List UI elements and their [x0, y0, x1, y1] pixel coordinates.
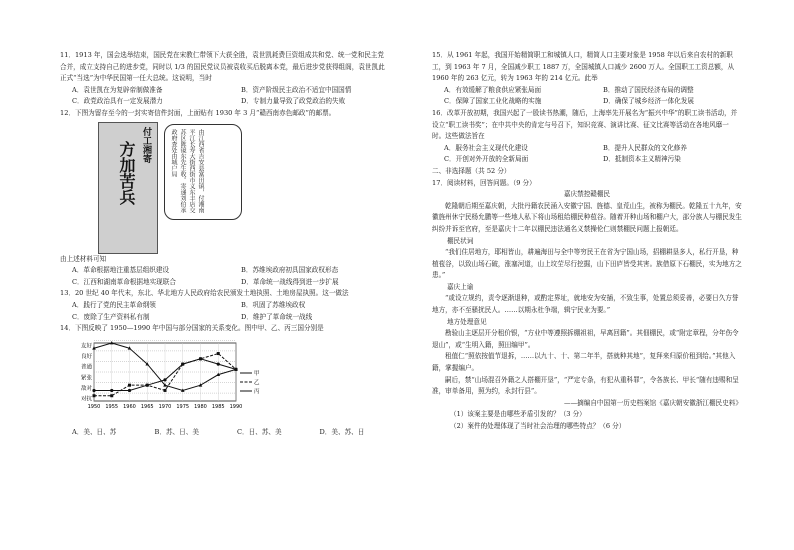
q15-option-c[interactable]: C．保障了国家工业化战略的实施: [444, 97, 542, 106]
chart-point: [163, 378, 166, 381]
q14-option-c[interactable]: C．日、苏、美: [237, 428, 282, 437]
chart-point: [128, 389, 131, 392]
chart-point: [217, 352, 220, 355]
envelope-text: 由江西省吉安县富田镇，付湘南平江长寿大街西街市义东丰店交苏区陈镜东先生收。寄递刘伯承政府查处由城户局: [170, 128, 204, 213]
q12-option-b[interactable]: B．苏维埃政府初具国家政权形态: [241, 266, 339, 275]
chart-x-tick-label: 1985: [211, 403, 225, 410]
q17-intro: 乾隆朝后期至嘉庆朝，大批丹籍农民涌入安徽宁国、旌德、皇荒山生，被称为棚民。乾隆五十九年，安徽旌州休宁民杨允鹏等一些地人私下将山场租给棚民种苞谷。随着开种山场和棚户大，邵分族人与棚民发生纠纷并诉至官府，至是嘉庆十二年以棚民违法通名义禁操伦仁则禁棚民问题上报朝廷。: [432, 201, 742, 233]
chart-legend-label: 丙: [254, 388, 260, 395]
q12-options: [60, 265, 390, 288]
q14-option-a[interactable]: A．美、日、苏: [72, 428, 117, 437]
chart-x-tick-label: 1955: [105, 403, 119, 410]
q16-option-c[interactable]: C．开创对外开放的全新局面: [444, 155, 529, 164]
stamp-image: [98, 122, 158, 254]
chart-x-tick-label: 1965: [140, 403, 154, 410]
q12-option-d[interactable]: D．革命统一战线得到进一步扩展: [241, 277, 339, 286]
q17-para-2: “或设立规约，责令逐渐退种，或酌定界址，就地安为安插，不致生事，处置总须妥善，必要日久方誉地方，亦不至骚扰民人。……以期永杜争端，辑宁民业为要。”: [432, 294, 739, 315]
chart-x-tick-label: 1950: [87, 403, 101, 410]
q12-figure: [98, 122, 248, 252]
q14-options: [60, 427, 390, 439]
chart-y-tick-label: 良好: [80, 353, 92, 360]
chart-legend-label: 乙: [254, 379, 260, 386]
q11-stem: 11．1913 年，国会选举结束，国民党在宋教仁带领下大获全胜，袁世凯耗费巨资组成共和党、统一党和民主党合并，成立支持自己的进步党，同时以 1/3 的国民党议员被袁收买后脱离本党，最后进步党获得组阁，袁世凯此正式“当选”为中华民国第一任大总统。这说明，当时: [60, 51, 385, 83]
q17-para-1: “我们住居地方，耶相皆山，耕遍海田与全中等穷民王在省为宁国山场，招棚耕垦多人，私行开垦，种植苞谷，以致山场石破，涨塞河道，山上坟茔尽行挖掘，山下田庐皆受其害。族借原下石棚民，实为地方之患。”: [432, 248, 742, 280]
q15-options: [432, 85, 742, 108]
right-column: [432, 50, 742, 433]
chart-y-tick-label: 普通: [80, 364, 92, 371]
stamp-text-col-2: 方加苦兵: [117, 140, 136, 205]
q13-option-c[interactable]: C．废除了生产资料私有制: [72, 312, 150, 321]
chart-x-tick-label: 1990: [229, 403, 243, 410]
q17-para-3b: 租值仁“照依按值节退拆，……以九十、十、第二年半，搭就种其地”，复拜来归原价租到给。”其他入籍，掌握编户。: [432, 352, 736, 373]
q17-subquestion-2: （2）案件的处理体现了当时社会治理的哪些特点？（6 分）: [450, 422, 626, 430]
q16-options: [432, 143, 742, 166]
q13-option-a[interactable]: A．践行了党的民主革命纲领: [72, 300, 156, 309]
q16-option-b[interactable]: B．提升人民群众的文化修养: [603, 143, 687, 152]
chart-x-tick-label: 1980: [194, 403, 207, 410]
q12-stem: 12．下图为留存至今的一封实寄信件封面，上面贴有 1930 年 3 月“赣西南赤色邮政”的邮票。: [60, 108, 336, 117]
chart-point: [110, 394, 113, 397]
q13-option-b[interactable]: B．巩固了苏维埃政权: [241, 300, 306, 309]
q13-option-d[interactable]: D．维护了革命统一战线: [241, 312, 313, 321]
chart-point: [93, 394, 96, 397]
q17-heading-1: 棚民状词: [447, 236, 474, 245]
q12-lead: 由上述材料可知: [60, 254, 107, 263]
chart-x-tick-label: 1975: [176, 403, 190, 410]
q17-source: ——摘编自中国第一历史档案馆《嘉庆朝安徽浙江棚民史料》: [563, 398, 742, 407]
chart-point: [164, 389, 167, 392]
q15-stem: 15．从 1961 年起，我国开始精简职工和城镇人口，精简人口主要对象是 1958 年以后来自农村的新职工，到 1963 年 7 月，全国减少职工 1887 万，全国城镇人口减少 2600 万人。全国职工工资总额，从 1960 年的 263 亿元，转为 1963 年的 214 亿元。此举: [432, 51, 735, 83]
chart-y-tick-label: 友好: [80, 343, 92, 350]
q15-option-b[interactable]: B．推动了国民经济布局的调整: [603, 85, 694, 94]
chart-point: [146, 383, 149, 386]
chart-y-tick-label: 对抗: [80, 396, 92, 403]
chart-point: [92, 389, 95, 392]
left-column: [60, 50, 390, 439]
q14-option-b[interactable]: B．苏、日、美: [154, 428, 199, 437]
chart-x-tick-label: 1970: [158, 403, 172, 410]
q17-heading-3: 地方处理意见: [447, 317, 487, 326]
q17-para-3c: 嗣后，禁“山场混召外籍之人搭棚开垦”，“严定专条，有犯从重科罪”，令各族长、甲长“随有违赐和呈准，审单备用，照为约，永封行县”。: [432, 375, 739, 396]
q17-stem: 17．阅读材料，回答问题。（9 分）: [432, 178, 536, 187]
q15-option-a[interactable]: A．有效缓解了粮食供应紧张局面: [444, 85, 542, 94]
q12-option-c[interactable]: C．江西和湖南革命根据地实现联合: [72, 277, 176, 286]
chart-y-tick-label: 敌对: [80, 385, 92, 392]
q15-option-d[interactable]: D．确保了城乡经济一体化发展: [603, 97, 695, 106]
chart-legend-label: 甲: [254, 370, 260, 377]
q13-options: [60, 300, 390, 323]
q16-option-a[interactable]: A．服务社会主义现代化建设: [444, 143, 528, 152]
q17-para-3a: 勘验山主逐层开分租价银，“方业中等遵照拆棚祖祖，早离回籍”。其佃棚民，或“附定章程，分年伤令退山”，或“生明入籍，照田编甲”。: [432, 329, 739, 349]
q14-stem: 14．下图反映了 1950—1990 年中国与部分国家的关系变化。图中甲、乙、丙三国分别是: [60, 324, 324, 333]
q13-stem: 13．20 世纪 40 年代末，东北、华北地方人民政府给农民颁发土地执照、土地房屋执照。这一做法: [60, 289, 349, 298]
chart-point: [217, 362, 220, 365]
q11-option-a[interactable]: A．袁世凯在为复辟帝制做准备: [72, 85, 163, 94]
q16-option-d[interactable]: D．抵制资本主义精神污染: [603, 155, 681, 164]
q11-option-c[interactable]: C．政党政治具有一定发展潜力: [72, 97, 163, 106]
section-heading: 二、非选择题（共 52 分）: [432, 166, 511, 175]
q11-option-b[interactable]: B．资产阶级民主政治不适宜中国国情: [241, 85, 352, 94]
q17-title: 嘉庆禁控赣棚民: [563, 190, 611, 199]
chart-point: [128, 383, 131, 386]
q14-figure: [68, 337, 390, 426]
q17-heading-2: 嘉庆上谕: [447, 282, 474, 291]
chart-x-tick-label: 1960: [123, 403, 136, 410]
q16-stem: 16．改革开放初期，我国兴起了一股读书热潮，随后，上海率先开展名为“振兴中华”的职工读书活动，并设立“职工读书奖”；在中共中央的肯定与号召下，知识竞赛、演讲比赛、征文比赛等活动在各地风靡一时。这些做法旨在: [432, 108, 738, 141]
relations-chart: [68, 337, 268, 421]
envelope-callout: [164, 124, 242, 220]
q17-subquestion-1: （1）该案主要是由哪些矛盾引发的？（3 分）: [450, 410, 586, 419]
q11-option-d[interactable]: D．专制力量导致了政党政治的失败: [241, 97, 346, 106]
chart-y-tick-label: 紧张: [80, 374, 92, 381]
chart-point: [110, 389, 113, 392]
q12-option-a[interactable]: A．革命根据地注重基层组织建设: [72, 266, 170, 275]
q11-options: [60, 85, 390, 108]
q14-option-d[interactable]: D．美、苏、日: [319, 428, 365, 437]
chart-point: [199, 357, 202, 360]
stamp-text-col-1: 付工湘寄: [141, 126, 151, 163]
chart-point: [181, 362, 184, 365]
